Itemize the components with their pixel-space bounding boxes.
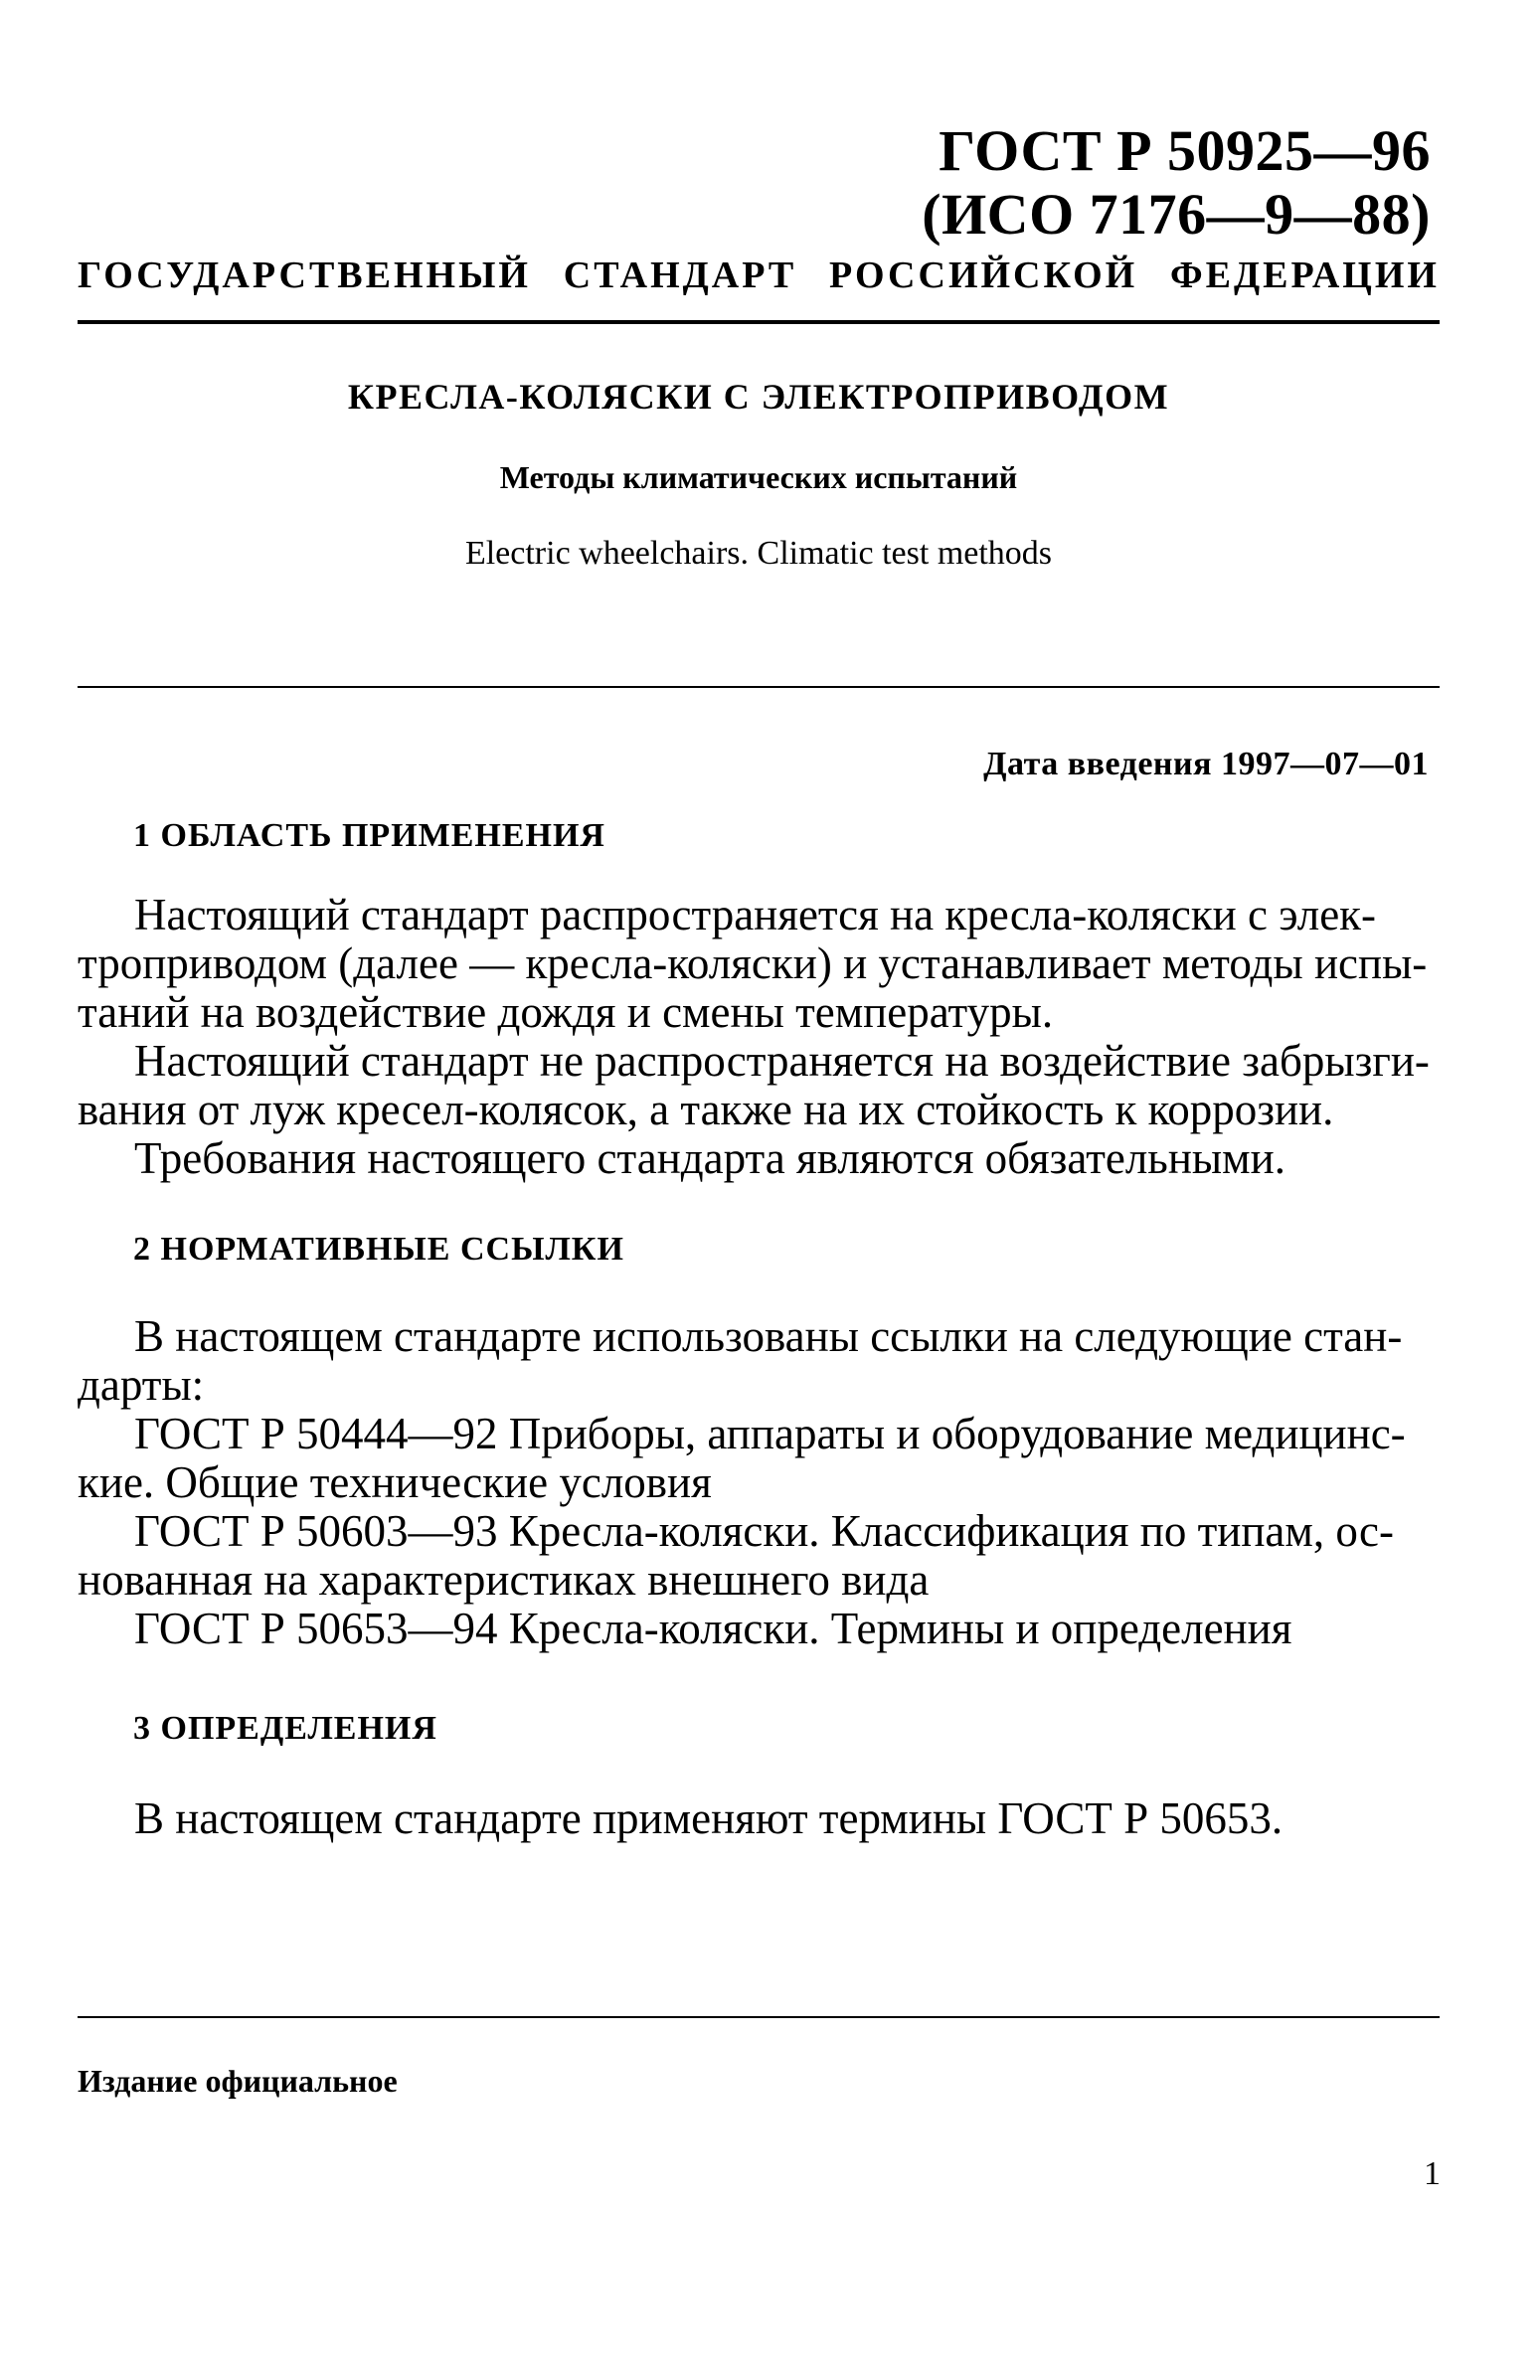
section-2-heading: 2 НОРМАТИВНЫЕ ССЫЛКИ [133, 1231, 624, 1268]
text-line: кие. Общие технические условия [78, 1457, 712, 1507]
section-2-paragraph-1 [78, 1312, 1440, 1410]
text-line: В настоящем стандарте использованы ссылки на следующие стан- [134, 1311, 1403, 1361]
text-line: троприводом (далее — кресла-коляски) и устанавливает методы испы- [78, 938, 1428, 988]
text-line: ГОСТ Р 50603—93 Кресла-коляски. Классификация по типам, ос- [134, 1506, 1394, 1556]
section-1-heading: 1 ОБЛАСТЬ ПРИМЕНЕНИЯ [133, 817, 605, 854]
state-standard-word: СТАНДАРТ [563, 255, 797, 296]
text-line: Требования настоящего стандарта являются обязательными. [134, 1133, 1285, 1183]
page-number: 1 [1424, 2155, 1441, 2192]
gost-number: ГОСТ Р 50925—96 [939, 118, 1431, 183]
reference-gost-50444 [78, 1410, 1440, 1507]
state-standard-header [78, 254, 1440, 297]
state-standard-word: ГОСУДАРСТВЕННЫЙ [78, 255, 531, 296]
title-divider [78, 686, 1440, 688]
text-line: вания от луж кресел-колясок, а также на их стойкость к коррозии. [78, 1085, 1334, 1134]
document-title-english: Electric wheelchairs. Climatic test methods [464, 535, 1053, 572]
section-1-paragraph-2 [78, 1037, 1440, 1134]
text-line: нованная на характеристиках внешнего вида [78, 1555, 930, 1605]
text-line: таний на воздействие дождя и смены температуры. [78, 987, 1054, 1037]
reference-gost-50603 [78, 1507, 1440, 1605]
text-line: Настоящий стандарт распространяется на кресла-коляски с элек- [134, 890, 1377, 939]
gost-designation [922, 119, 1431, 247]
text-line: В настоящем стандарте применяют термины ГОСТ Р 50653. [134, 1793, 1283, 1843]
section-1-paragraph-1 [78, 891, 1440, 1037]
text-line: ГОСТ Р 50444—92 Приборы, аппараты и оборудование медицинс- [134, 1409, 1406, 1458]
document-subtitle: Методы климатических испытаний [499, 459, 1018, 495]
reference-gost-50653 [78, 1605, 1440, 1653]
iso-number: (ИСО 7176—9—88) [922, 182, 1431, 247]
section-1-paragraph-3 [78, 1134, 1440, 1183]
state-standard-word: ФЕДЕРАЦИИ [1170, 255, 1440, 296]
text-line: Настоящий стандарт не распространяется на воздействие забрызги- [134, 1036, 1430, 1086]
section-3-paragraph-1 [78, 1794, 1440, 1843]
footer-divider [78, 2016, 1440, 2018]
header-divider [78, 320, 1440, 324]
text-line: дарты: [78, 1360, 205, 1410]
document-title: КРЕСЛА-КОЛЯСКИ С ЭЛЕКТРОПРИВОДОМ [347, 377, 1170, 417]
section-3-heading: 3 ОПРЕДЕЛЕНИЯ [133, 1710, 437, 1747]
text-line: ГОСТ Р 50653—94 Кресла-коляски. Термины и определения [134, 1604, 1292, 1653]
official-edition-label: Издание официальное [78, 2063, 398, 2099]
introduction-date: Дата введения 1997—07—01 [983, 746, 1429, 782]
state-standard-word: РОССИЙСКОЙ [829, 255, 1138, 296]
